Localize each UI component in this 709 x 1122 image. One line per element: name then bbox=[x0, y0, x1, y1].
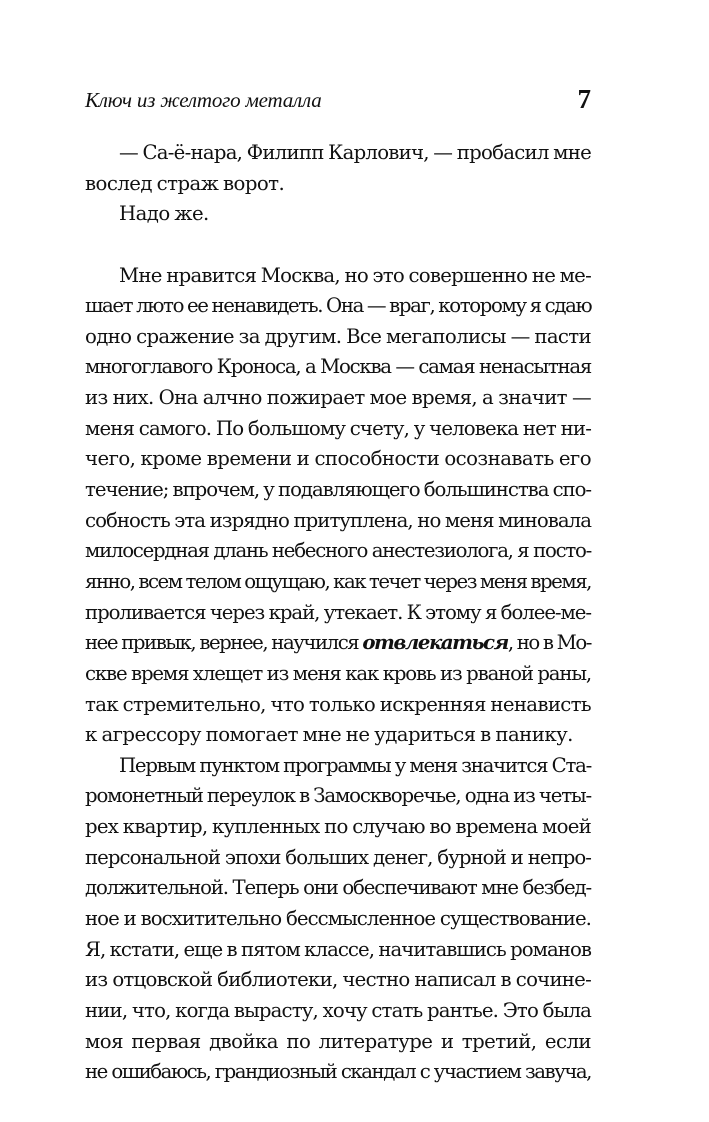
text-line: персональной эпохи больших денег, бурной и непро- bbox=[85, 845, 591, 869]
text-line: должительной. Теперь они обеспечивают мне безбед- bbox=[85, 876, 591, 900]
text-line: моя первая двойка по литературе и третий, если bbox=[85, 1029, 591, 1053]
text-line bbox=[85, 628, 591, 659]
text-line: скве время хлещет из меня как кровь из рваной раны, bbox=[85, 661, 591, 685]
text-span: , но в Мо- bbox=[507, 631, 591, 655]
text-line: не ошибаюсь, грандиозный скандал с участием завуча, bbox=[85, 1060, 591, 1084]
text-line: течение; впрочем, у подавляющего большинства спо- bbox=[85, 478, 592, 502]
text-line: собность эта изрядно притуплена, но меня миновала bbox=[85, 508, 591, 532]
text-line: Надо же. bbox=[119, 202, 209, 226]
text-line: меня самого. По большому счету, у человека нет ни- bbox=[85, 416, 591, 440]
section-break bbox=[85, 230, 591, 261]
text-line: из них. Она алчно пожирает мое время, а значит — bbox=[85, 386, 591, 410]
text-line: Я, кстати, еще в пятом классе, начитавшись романов bbox=[85, 937, 591, 961]
running-header bbox=[85, 84, 591, 120]
text-span: нее привык, вернее, научился bbox=[85, 631, 363, 655]
text-line: Первым пунктом программы у меня значится Ста- bbox=[119, 753, 591, 777]
text-line: янно, всем телом ощущаю, как течет через меня время, bbox=[85, 569, 591, 593]
text-line: многоглавого Кроноса, а Москва — самая ненасытная bbox=[85, 355, 591, 379]
text-line: — Са-ё-нара, Филипп Карлович, — пробасил мне bbox=[119, 141, 591, 164]
text-line: вослед страж ворот. bbox=[85, 171, 285, 195]
emphasized-word: отвлекаться bbox=[362, 631, 508, 655]
text-line: ное и восхитительно бессмысленное существование. bbox=[85, 907, 591, 931]
text-line: так стремительно, что только искренняя ненависть bbox=[85, 692, 591, 716]
body-text bbox=[85, 138, 591, 1088]
text-line: рех квартир, купленных по случаю во времена моей bbox=[85, 815, 591, 839]
running-title: Ключ из желтого металла bbox=[85, 88, 322, 112]
text-line: чего, кроме времени и способности осознавать его bbox=[85, 447, 591, 471]
text-line: проливается через край, утекает. К этому я более-ме- bbox=[85, 600, 591, 624]
text-line: ромонетный переулок в Замоскворечье, одна из четы- bbox=[85, 784, 591, 808]
text-line: нии, что, когда вырасту, хочу стать рантье. Это была bbox=[85, 998, 591, 1022]
text-line: милосердная длань небесного анестезиолога, я посто- bbox=[85, 539, 591, 563]
text-line: одно сражение за другим. Все мегаполисы — пасти bbox=[85, 324, 591, 348]
text-line: шает люто ее ненавидеть. Она — враг, которому я сдаю bbox=[85, 294, 592, 318]
text-line: из отцовской библиотеки, честно написал в сочине- bbox=[85, 968, 591, 992]
page-number: 7 bbox=[577, 84, 591, 114]
text-line: к агрессору помогает мне не удариться в панику. bbox=[85, 723, 573, 747]
text-line: Мне нравится Москва, но это совершенно не ме- bbox=[119, 263, 591, 287]
